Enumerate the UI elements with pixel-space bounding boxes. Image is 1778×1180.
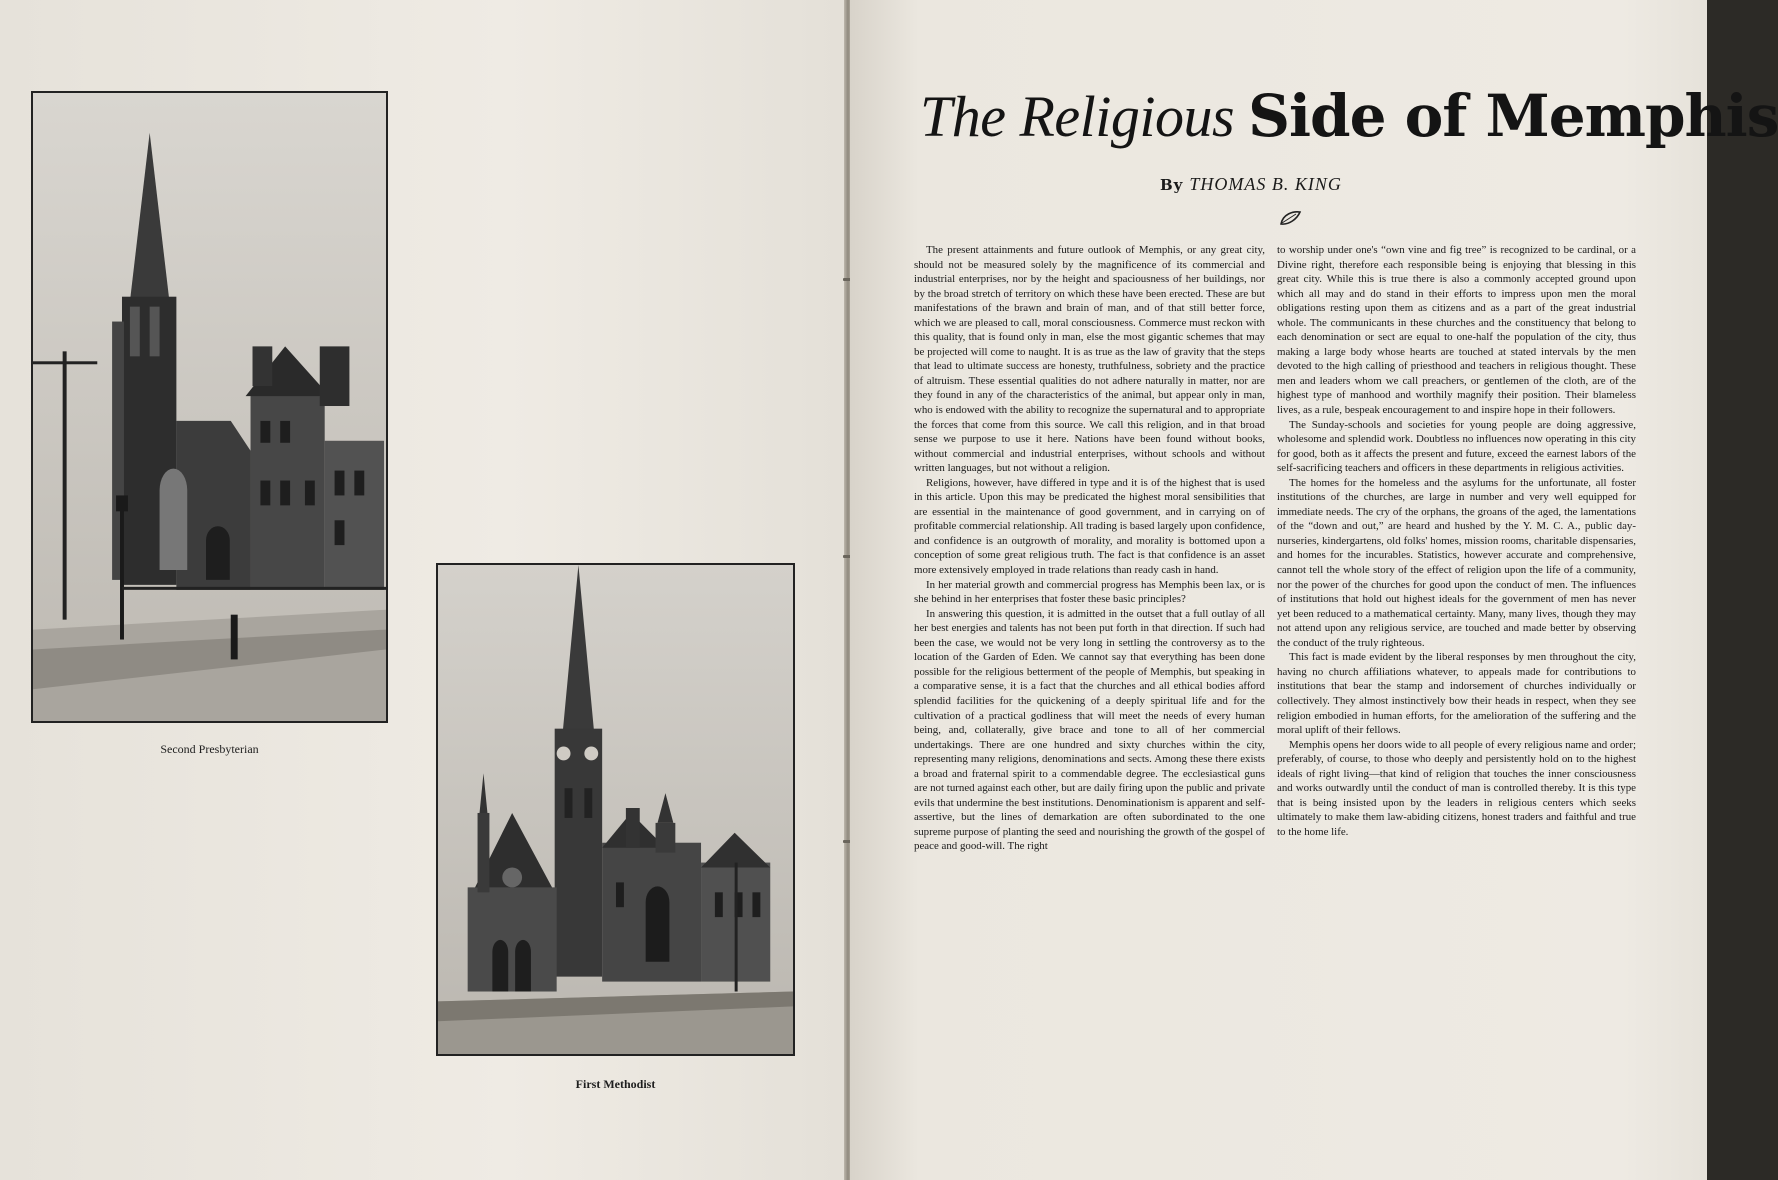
byline-prefix: By <box>1160 176 1184 194</box>
title-blackletter-part: Side of Memphis <box>1248 82 1778 150</box>
paragraph: Religions, however, have differed in type and it is of the highest that is used in this article. Upon this may be predicated the highest moral sensibilities that are essential in the maintenance of good government, and in carrying on of profitable commercial relationship. All trading is based largely upon confidence, and confidence is an outgrowth of morality, and morality is bottomed upon a conception of some great religious truth. The fact is that confidence is an asset more extensively employed in trade relations than ready cash in hand. <box>914 476 1265 577</box>
byline <box>1160 174 1460 195</box>
first-methodist-photo <box>436 563 795 1056</box>
byline-author: THOMAS B. KING <box>1189 174 1342 194</box>
title-italic-part: The Religious <box>920 84 1235 149</box>
first-methodist-caption: First Methodist <box>575 1077 656 1091</box>
paragraph: In her material growth and commercial progress has Memphis been lax, or is she behind in her enterprises that foster these basic principles? <box>914 578 1265 606</box>
paragraph: to worship under one's “own vine and fig tree” is recognized to be cardinal, or a Divine right, therefore each responsible being is enjoying that blessing in this great city. While this is true there is also a commonly accepted ground upon which all may and do stand in their efforts to impress upon men the moral obligations resting upon them as citizens and as a part of the great industrial whole. The communicants in these churches and the constituency that belong to each denomination or sect are equal to one-half the population of the city, thus making a large body whose hearts are touched at stated intervals by the men devoted to the high calling of priesthood and teachers in religious thought. These men and leaders whom we call preachers, or gentlemen of the cloth, are of the highest type of manhood and worthily magnify their position. Their blameless lives, as a rule, bespeak encouragement to and inspire hope in their followers. <box>1277 244 1636 417</box>
left-page <box>0 0 846 1180</box>
second-presbyterian-photo <box>31 91 388 723</box>
paragraph: This fact is made evident by the liberal responses by men throughout the city, having no church affiliations whatever, to appeals made for contributions to institutions that bear the stamp and indorsement of churches individually or collectively. They almost instinctively bow their heads in respect, when they see religion embodied in human efforts, for the amelioration of the suffering and the moral uplift of their fellows. <box>1277 651 1636 737</box>
article-title <box>920 82 1778 150</box>
paragraph: The present attainments and future outlook of Memphis, or any great city, should not be measured solely by the magnificence of its commercial and industrial enterprises, nor by the height and spaciousness of her buildings, nor by the broad stretch of territory on which these have been erected. These are but manifestations of the brawn and brain of man, and of that still better force, which we are pleased to call, moral consciousness. Commerce must reckon with this quality, that is found only in man, else the most gigantic schemes that may be projected will come to naught. It is as true as the law of gravity that the steps that lead to ultimate success are honesty, truthfulness, sobriety and the practice of altruism. These essential qualities do not adhere naturally in matter, nor are they found in any of the characteristics of the animal, but appear only in man, who is endowed with the ability to recognize the supernatural and to appropriate the forces that come from this source. We call this religion, and in that broad sense we purpose to use it here. Nations have been found without books, without commercial and industrial enterprises, without schools and without written languages, but not without a religion. <box>914 244 1265 475</box>
paragraph: The Sunday-schools and societies for young people are doing aggressive, wholesome and splendid work. Doubtless no influences now operating in this city for good, both as it affects the present and future, exceed the earnest labors of the self-sacrificing teachers and officers in these departments in religious activities. <box>1277 418 1636 475</box>
second-presbyterian-caption: Second Presbyterian <box>160 742 259 756</box>
paragraph: Memphis opens her doors wide to all people of every religious name and order; preferably, of course, to those who deeply and persistently hold on to the highest ideals of right living—that kind of religion that touches the inner consciousness and works outwardly until the conduct of man is controlled thereby. It is this type that is being insisted upon by the leaders in religious centers which seeks ultimately to make them law-abiding citizens, honest traders and faithful and true to the home life. <box>1277 738 1636 838</box>
paragraph: In answering this question, it is admitted in the outset that a full outlay of all her best energies and talents has not been put forth in that direction. If such had been the case, we would not be very long in settling the controversy as to the location of the Garden of Eden. We cannot say that everything has been done possible for the religious betterment of the people of Memphis, but speaking in a comparative sense, it is a fact that the churches and all ethical bodies afford splendid facilities for the quickening of a deeply spiritual life and for the cultivation of a practical godliness that will meet the needs of every human being, and, collaterally, give brace and tone to all of her commercial undertakings. There are one hundred and sixty churches within the city, representing many religions, denominations and sects. Among these there exists a broad and fraternal spirit to a commendable degree. The ecclesiastical guns are not turned against each other, but are daily firing upon the public and private evils that undermine the best institutions. Denominationism is apparent and self-assertive, but the lines of demarkation are often subordinated to the one supreme purpose of planting the seed and nourishing the growth of the gospel of peace and good-will. The right <box>914 607 1265 853</box>
paragraph: The homes for the homeless and the asylums for the unfortunate, all foster institutions of the churches, are large in number and very well equipped for immediate needs. The cry of the orphans, the groans of the aged, the lamentations of the “down and out,” are heard and hushed by the Y. M. C. A., public day-nurseries, kindergartens, old folks' homes, mission rooms, charitable dispensaries, and homes for the incurables. Statistics, however accurate and comprehensive, cannot tell the whole story of the effect of religion upon the life of a community, nor the power of the churches for good upon the conduct of men. The influences of institutions that hold out highest ideals for the government of men has never yet been reduced to a mathematical certainty. Many, many lives, though they may not attend upon any religious service, are touched and made better by observing the conduct of the truly righteous. <box>1277 476 1636 649</box>
article-column-2 <box>1277 243 1636 839</box>
leaf-ornament-icon <box>1279 210 1301 226</box>
article-column-1 <box>914 243 1265 854</box>
